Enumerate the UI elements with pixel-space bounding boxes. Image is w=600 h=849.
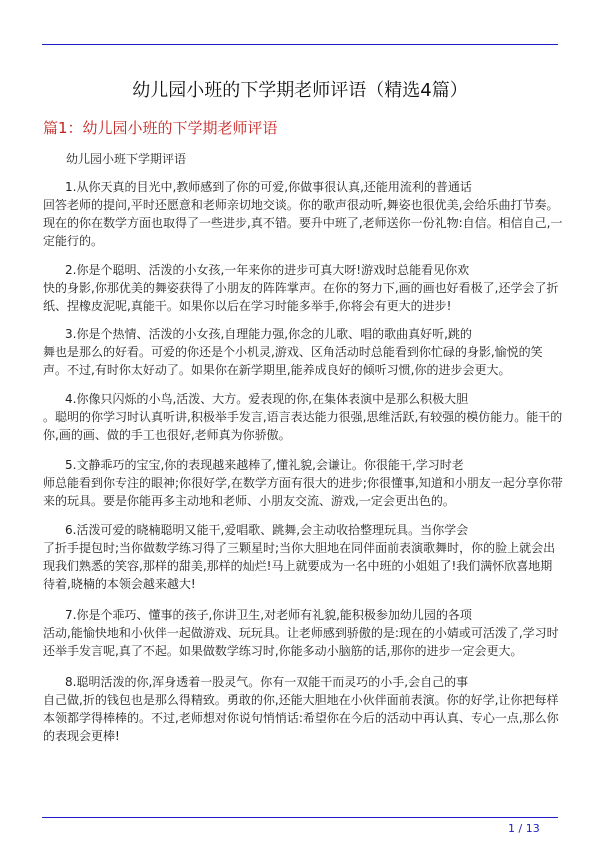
paragraph-6 <box>43 521 563 593</box>
paragraph-first-line: 6.活泼可爱的晓楠聪明又能干,爱唱歌、跳舞,会主动收拾整理玩具。当你学会 <box>65 523 469 537</box>
paragraph-4 <box>43 390 563 444</box>
paragraph-first-line: 5.文静乖巧的宝宝,你的表现越来越棒了,懂礼貌,会谦让。你很能干,学习时老 <box>65 458 464 472</box>
section-heading: 篇1：幼儿园小班的下学期老师评语 <box>43 119 278 137</box>
paragraph-8 <box>43 673 563 745</box>
paragraph-text: 回答老师的提问,平时还愿意和老师亲切地交谈。你的歌声很动听,舞姿也很优美,会给乐曲打节奏。现在的你在数学方面也取得了一些进步,真不错。要升中班了,老师送你一份礼物:自信。相信自己,一定能行的。 <box>43 198 563 248</box>
paragraph-7 <box>43 606 563 660</box>
page-number: 1 / 13 <box>508 822 540 835</box>
paragraph-text: 。聪明的你学习时认真听讲,积极举手发言,语言表达能力很强,思维活跃,有较强的模仿能力。能干的你,画的画、做的手工也很好,老师真为你骄傲。 <box>43 410 563 442</box>
paragraph-text: 师总能看到你专注的眼神;你很好学,在数学方面有很大的进步;你很懂事,知道和小朋友一起分享你带来的玩具。要是你能再多主动地和老师、小朋友交流、游戏,一定会更出色的。 <box>43 476 563 508</box>
paragraph-first-line: 8.聪明活泼的你,浑身透着一股灵气。你有一双能干而灵巧的小手,会自己的事 <box>65 675 469 689</box>
paragraph-text: 活动,能愉快地和小伙伴一起做游戏、玩玩具。让老师感到骄傲的是:现在的小婧或可活泼了,学习时还举手发言呢,真了不起。如果做数学练习时,你能多动小脑筋的话,那你的进步一定会更大。 <box>43 626 559 658</box>
bottom-rule <box>42 817 558 818</box>
paragraph-2 <box>43 261 563 315</box>
top-rule <box>42 44 558 45</box>
paragraph-first-line: 2.你是个聪明、活泼的小女孩,一年来你的进步可真大呀!游戏时总能看见你欢 <box>65 263 470 277</box>
paragraph-first-line: 1.从你天真的目光中,教师感到了你的可爱,你做事很认真,还能用流利的普通话 <box>65 180 472 194</box>
paragraph-5 <box>43 456 563 510</box>
paragraph-text: 快的身影,你那优美的舞姿获得了小朋友的阵阵掌声。在你的努力下,画的画也好看极了,还学会了折纸、捏橡皮泥呢,真能干。如果你以后在学习时能多举手,你将会有更大的进步! <box>43 281 559 313</box>
paragraph-3 <box>43 325 563 379</box>
document-title: 幼儿园小班的下学期老师评语（精选4篇） <box>132 80 468 101</box>
paragraph-first-line: 7.你是个乖巧、懂事的孩子,你讲卫生,对老师有礼貌,能积极参加幼儿园的各项 <box>65 608 472 622</box>
paragraph-text: 舞也是那么的好看。可爱的你还是个小机灵,游戏、区角活动时总能看到你忙碌的身影,愉悦的笑声。不过,有时你太好动了。如果你在新学期里,能养成良好的倾听习惯,你的进步会更大。 <box>43 345 543 377</box>
paragraph-first-line: 4.你像只闪烁的小鸟,活泼、大方。爱表现的你,在集体表演中是那么积极大胆 <box>65 392 469 406</box>
document-subtitle: 幼儿园小班下学期评语 <box>66 152 187 166</box>
paragraph-1 <box>43 178 563 250</box>
paragraph-text: 了折手提包时;当你做数学练习得了三颗星时;当你大胆地在同伴面前表演歌舞时，你的脸上就会出现我们熟悉的笑容,那样的甜美,那样的灿烂!马上就要成为一名中班的小姐姐了!我们满怀欣喜地期待着,晓楠的本领会越来越大! <box>43 541 556 591</box>
paragraph-first-line: 3.你是个热情、活泼的小女孩,自理能力强,你念的儿歌、唱的歌曲真好听,跳的 <box>65 327 472 341</box>
paragraph-text: 自己做,折的钱包也是那么得精致。勇敢的你,还能大胆地在小伙伴面前表演。你的好学,让你把每样本领都学得棒棒的。不过,老师想对你说句悄悄话:希望你在今后的活动中再认真、专心一点,那么你的表现会更棒! <box>43 693 559 743</box>
